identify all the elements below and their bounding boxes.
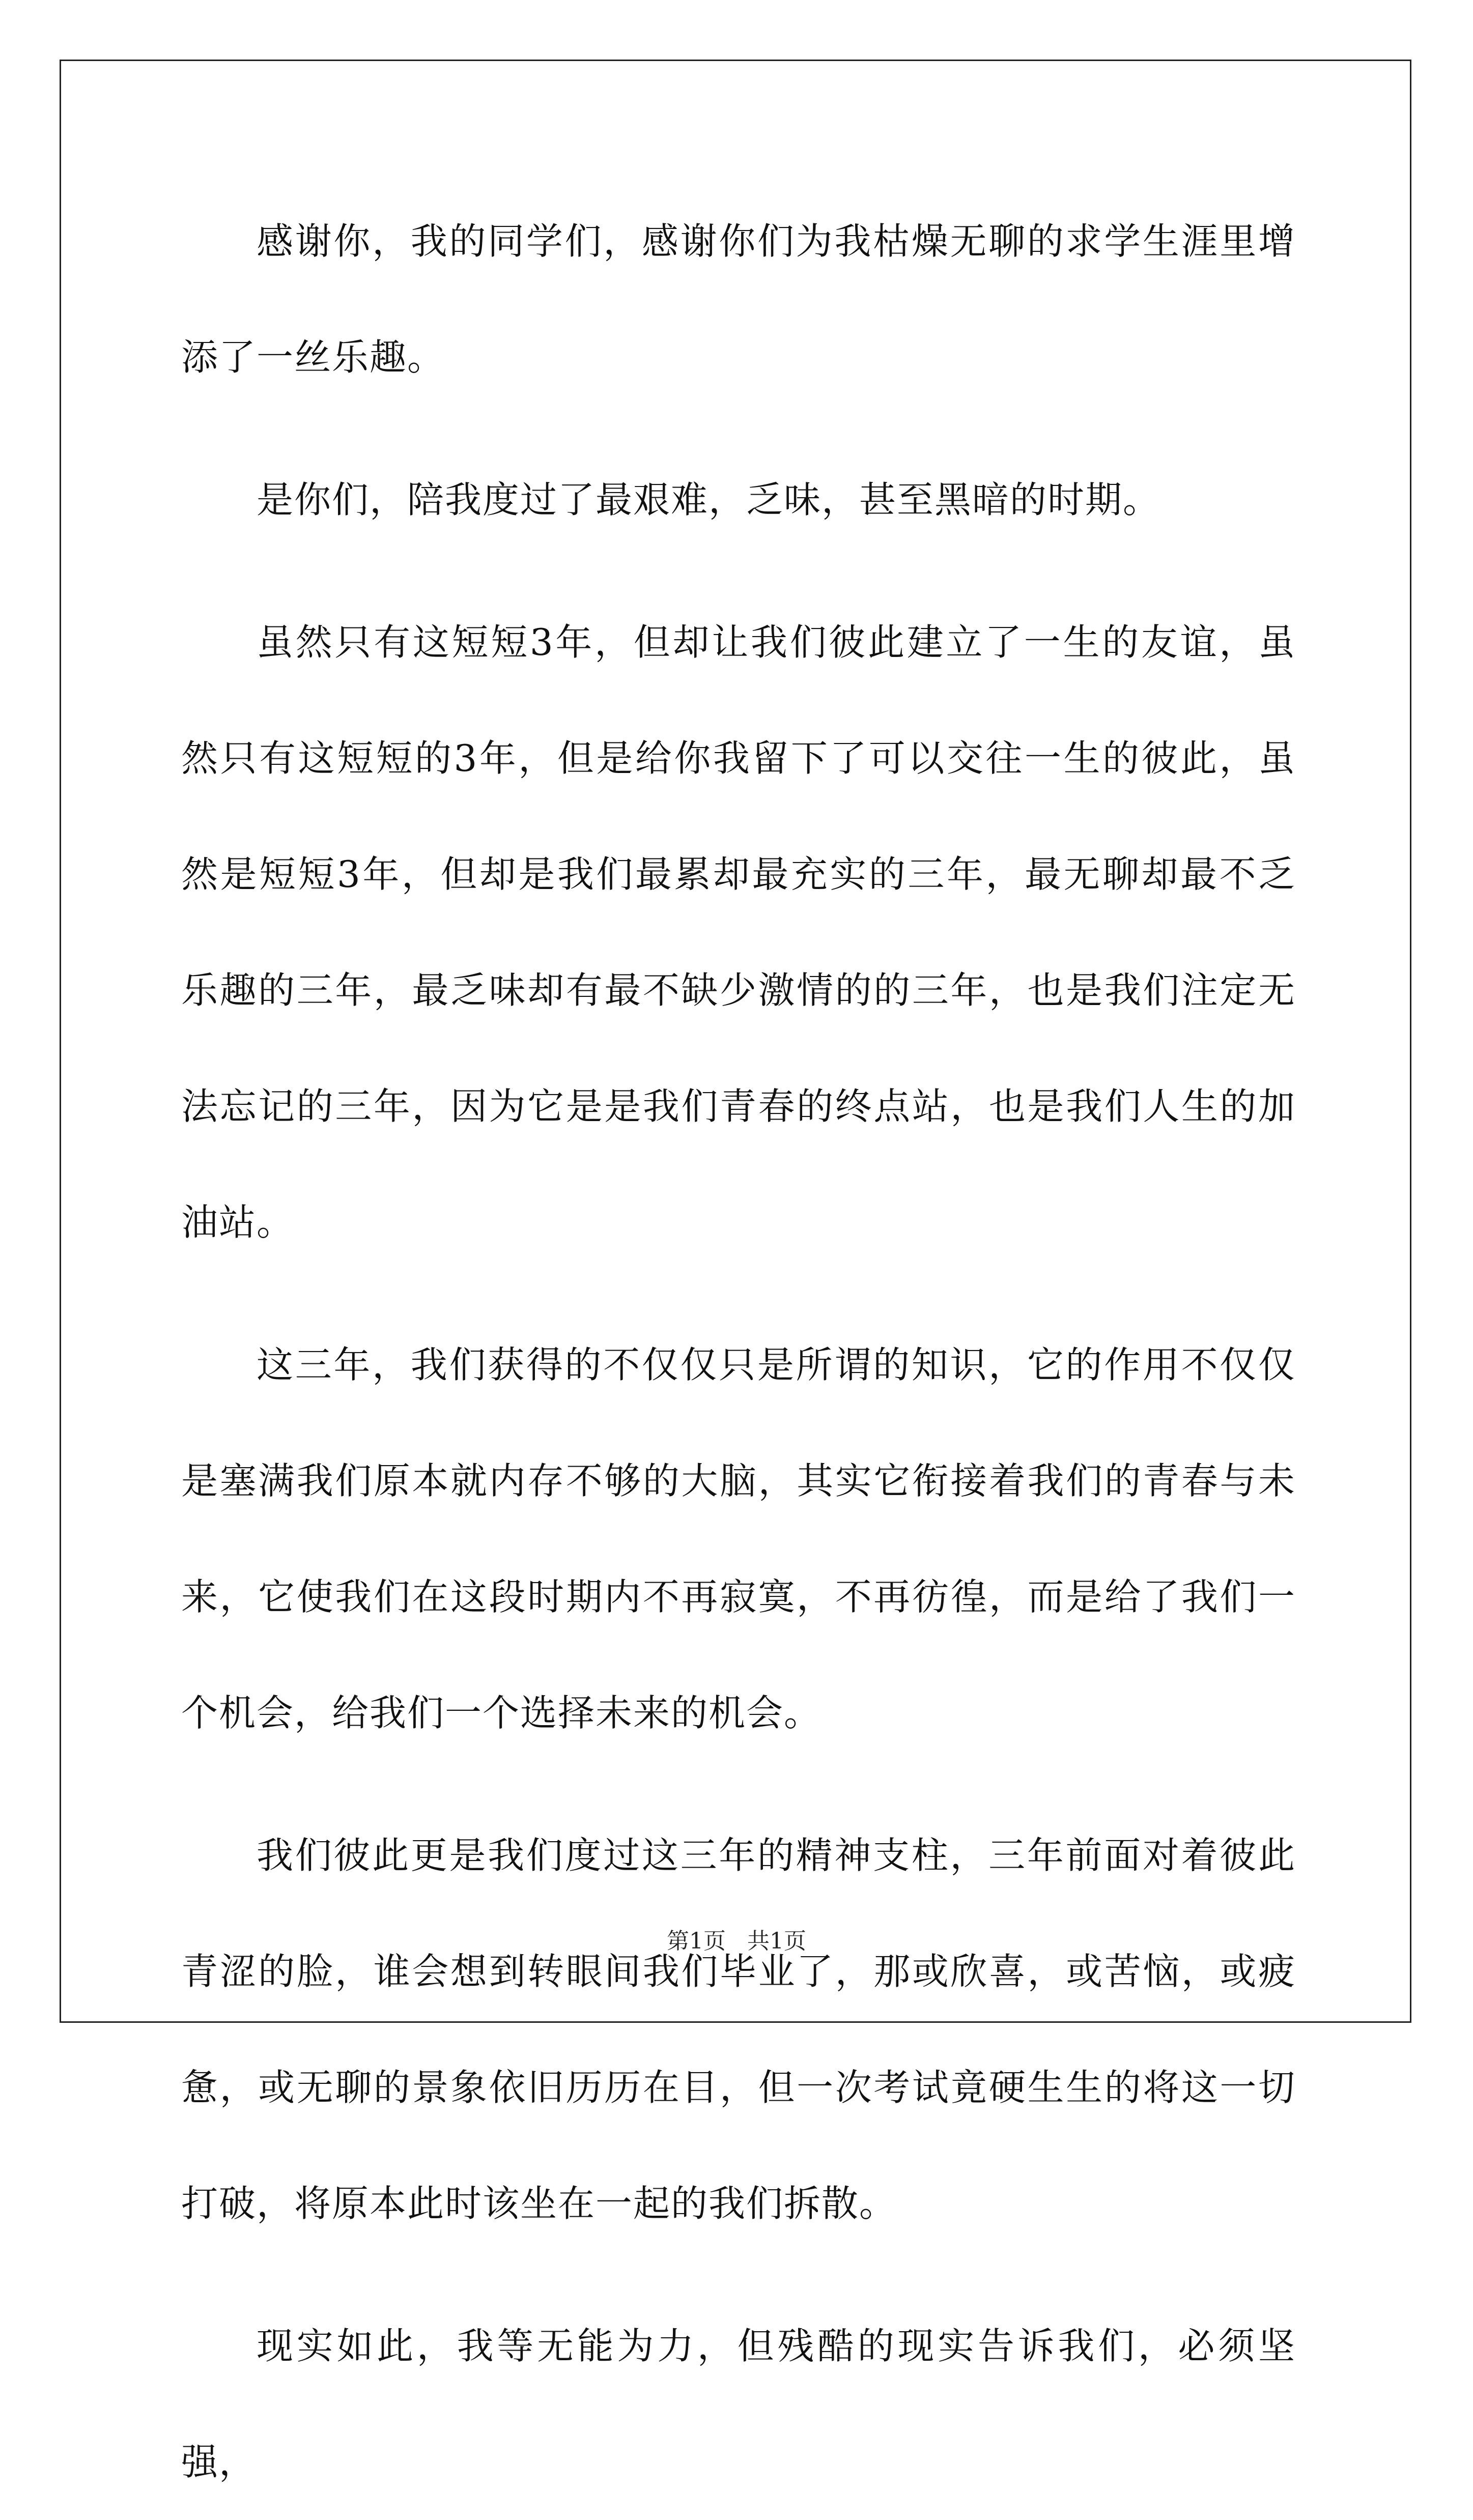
paragraph: 现实如此，我等无能为力，但残酷的现实告诉我们，必须坚强， — [181, 2325, 1296, 2483]
paragraph: 这三年，我们获得的不仅仅只是所谓的知识，它的作用不仅仅是塞满我们原本就内存不够的大脑，其实它衔接着我们的青春与未来，它使我们在这段时期内不再寂寞，不再彷徨，而是给了我们一个机会，给我们一个选择未来的机会。 — [181, 1343, 1296, 1734]
paragraph: 虽然只有这短短3年，但却让我们彼此建立了一生的友谊，虽然只有这短短的3年，但是给你我留下了可以交往一生的彼此，虽然是短短3年，但却是我们最累却最充实的三年，最无聊却最不乏乐趣的三年，最乏味却有最不缺少激情的的三年，也是我们注定无法忘记的三年，因为它是是我们青春的终点站，也是我们人生的加油站。 — [181, 621, 1296, 1244]
paragraph: 是你们，陪我度过了最艰难，乏味，甚至黑暗的时期。 — [257, 478, 1161, 521]
paragraph: 感谢你，我的同学们，感谢你们为我枯燥无聊的求学生涯里增添了一丝乐趣。 — [181, 220, 1296, 379]
page-number: 第1页 — [667, 1928, 726, 1954]
document-body — [181, 183, 1296, 2520]
page-footer — [0, 1926, 1473, 1957]
paragraph: 我们彼此更是我们度过这三年的精神支柱，三年前面对着彼此青涩的脸，谁会想到转眼间我们毕业了，那或欣喜，或苦恼，或疲惫，或无聊的景象依旧历历在目，但一次考试竟硬生生的将这一切打破，将原本此时该坐在一起的我们拆散。 — [181, 1834, 1296, 2225]
page-total: 共1页 — [747, 1928, 806, 1954]
